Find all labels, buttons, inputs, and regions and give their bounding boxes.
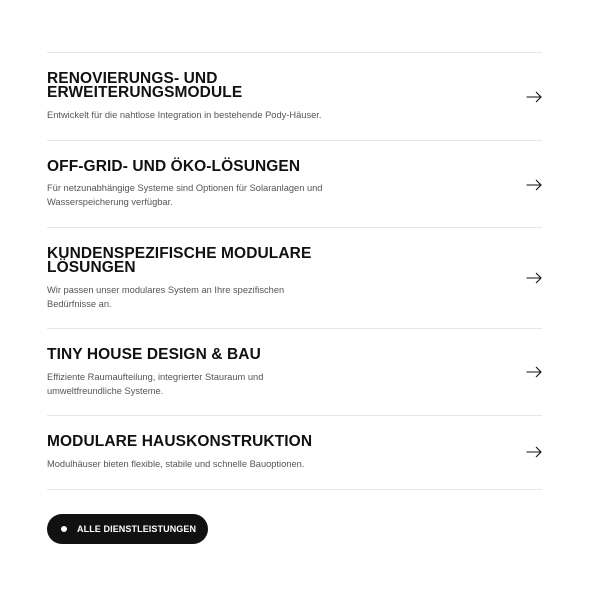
arrow-right-icon[interactable]: [526, 446, 542, 458]
dot-icon: [61, 526, 67, 532]
all-services-button[interactable]: [47, 514, 208, 544]
service-description: Für netzunabhängige Systeme sind Optionen für Solaranlagen und Wasserspeicherung verfügbar.: [47, 183, 323, 207]
service-description: Effiziente Raumaufteilung, integrierter Stauraum und umweltfreundliche Systeme.: [47, 372, 264, 396]
service-item-modular-construction[interactable]: [47, 416, 542, 490]
service-title: OFF-GRID- UND ÖKO-LÖSUNGEN: [47, 158, 301, 175]
service-item-renovation[interactable]: [47, 53, 542, 141]
service-title: RENOVIERUNGS- UND ERWEITERUNGSMODULE: [47, 70, 243, 101]
service-title: MODULARE HAUSKONSTRUKTION: [47, 433, 313, 450]
arrow-right-icon[interactable]: [526, 366, 542, 378]
service-title: TINY HOUSE DESIGN & BAU: [47, 346, 261, 363]
service-title: KUNDENSPEZIFISCHE MODULARE LÖSUNGEN: [47, 245, 312, 276]
service-item-custom-modular[interactable]: [47, 228, 542, 329]
service-description: Modulhäuser bieten flexible, stabile und schnelle Bauoptionen.: [47, 459, 305, 469]
arrow-right-icon[interactable]: [526, 91, 542, 103]
all-services-button-label: ALLE DIENSTLEISTUNGEN: [77, 524, 197, 534]
service-description: Entwickelt für die nahtlose Integration in bestehende Pody-Häuser.: [47, 110, 322, 120]
service-item-off-grid[interactable]: [47, 141, 542, 228]
services-list: [47, 52, 542, 490]
arrow-right-icon[interactable]: [526, 272, 542, 284]
service-item-tiny-house[interactable]: [47, 329, 542, 416]
arrow-right-icon[interactable]: [526, 179, 542, 191]
service-description: Wir passen unser modulares System an Ihre spezifischen Bedürfnisse an.: [47, 285, 285, 309]
